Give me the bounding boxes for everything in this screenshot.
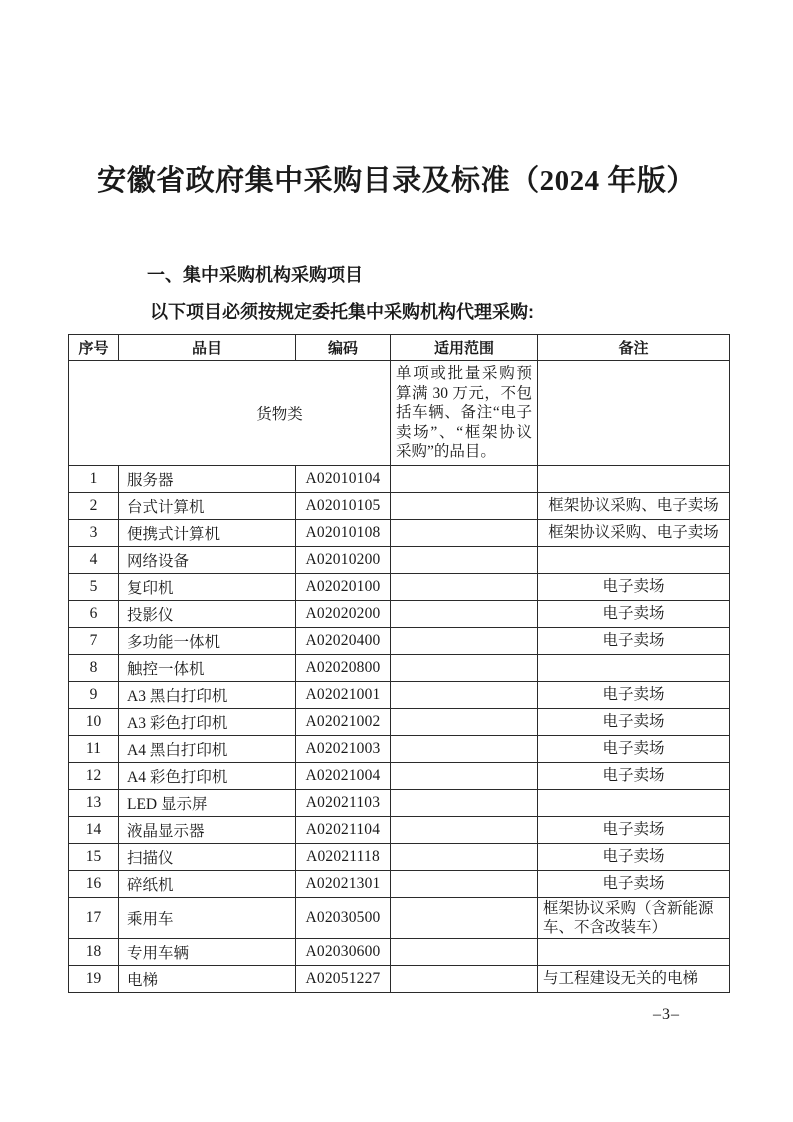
item-cell: 台式计算机 [119,492,296,519]
item-cell: A4 黑白打印机 [119,735,296,762]
item-cell: 扫描仪 [119,843,296,870]
code-cell: A02020400 [296,627,391,654]
serial-cell: 10 [69,708,119,735]
scope-cell [391,965,538,992]
table-row [69,789,730,816]
remark-cell: 电子卖场 [538,735,730,762]
item-cell: 网络设备 [119,546,296,573]
scope-cell [391,762,538,789]
code-cell: A02010105 [296,492,391,519]
table-row [69,546,730,573]
item-cell: A3 黑白打印机 [119,681,296,708]
remark-cell: 框架协议采购、电子卖场 [538,519,730,546]
serial-cell: 12 [69,762,119,789]
remark-cell: 框架协议采购（含新能源车、不含改装车） [538,897,730,938]
procurement-catalog-table [68,334,730,993]
serial-cell: 14 [69,816,119,843]
code-cell: A02021002 [296,708,391,735]
table-row [69,627,730,654]
column-header-serial: 序号 [69,335,119,361]
table-row [69,654,730,681]
item-cell: 碎纸机 [119,870,296,897]
remark-cell: 电子卖场 [538,708,730,735]
remark-cell [538,654,730,681]
item-cell: 服务器 [119,465,296,492]
scope-cell [391,465,538,492]
item-cell: 多功能一体机 [119,627,296,654]
table-row [69,897,730,938]
code-cell: A02030500 [296,897,391,938]
column-header-code: 编码 [296,335,391,361]
code-cell: A02021301 [296,870,391,897]
section-heading: 一、集中采购机构采购项目 [147,265,363,285]
scope-cell [391,938,538,965]
remark-cell: 电子卖场 [538,843,730,870]
remark-cell: 电子卖场 [538,816,730,843]
scope-cell [391,897,538,938]
serial-cell: 18 [69,938,119,965]
item-cell: 投影仪 [119,600,296,627]
column-header-scope: 适用范围 [391,335,538,361]
catalog-table-body [69,361,730,993]
remark-cell: 电子卖场 [538,681,730,708]
remark-cell [538,546,730,573]
scope-cell [391,600,538,627]
serial-cell: 11 [69,735,119,762]
remark-cell [538,465,730,492]
table-row [69,735,730,762]
serial-cell: 16 [69,870,119,897]
remark-cell: 电子卖场 [538,870,730,897]
column-header-item: 品目 [119,335,296,361]
table-row [69,965,730,992]
serial-cell: 8 [69,654,119,681]
scope-cell [391,789,538,816]
code-cell: A02021003 [296,735,391,762]
remark-cell: 与工程建设无关的电梯 [538,965,730,992]
item-cell: 便携式计算机 [119,519,296,546]
scope-cell [391,843,538,870]
scope-cell [391,816,538,843]
remark-cell: 框架协议采购、电子卖场 [538,492,730,519]
code-cell: A02021004 [296,762,391,789]
serial-cell: 7 [69,627,119,654]
serial-cell: 3 [69,519,119,546]
item-cell: 电梯 [119,965,296,992]
code-cell: A02010200 [296,546,391,573]
code-cell: A02020200 [296,600,391,627]
table-row [69,519,730,546]
table-row [69,573,730,600]
item-cell: LED 显示屏 [119,789,296,816]
code-cell: A02051227 [296,965,391,992]
remark-cell: 电子卖场 [538,627,730,654]
item-cell: 专用车辆 [119,938,296,965]
code-cell: A02021104 [296,816,391,843]
item-cell: A4 彩色打印机 [119,762,296,789]
serial-cell: 2 [69,492,119,519]
category-label: 货物类 [69,361,391,466]
table-header-row [69,335,730,361]
item-cell: 复印机 [119,573,296,600]
table-row [69,708,730,735]
scope-cell [391,681,538,708]
serial-cell: 5 [69,573,119,600]
category-remark [538,361,730,466]
intro-text: 以下项目必须按规定委托集中采购机构代理采购: [150,302,534,322]
scope-cell [391,573,538,600]
table-row [69,816,730,843]
serial-cell: 9 [69,681,119,708]
scope-cell [391,492,538,519]
item-cell: 乘用车 [119,897,296,938]
category-row [69,361,730,466]
remark-cell [538,789,730,816]
serial-cell: 1 [69,465,119,492]
scope-cell [391,546,538,573]
serial-cell: 17 [69,897,119,938]
page-number: –3– [653,1006,680,1023]
item-cell: 液晶显示器 [119,816,296,843]
table-row [69,762,730,789]
scope-cell [391,627,538,654]
code-cell: A02021103 [296,789,391,816]
scope-cell [391,708,538,735]
serial-cell: 19 [69,965,119,992]
code-cell: A02010108 [296,519,391,546]
item-cell: A3 彩色打印机 [119,708,296,735]
scope-cell [391,654,538,681]
table-row [69,465,730,492]
table-row [69,681,730,708]
code-cell: A02030600 [296,938,391,965]
table-row [69,492,730,519]
serial-cell: 4 [69,546,119,573]
scope-cell [391,870,538,897]
code-cell: A02010104 [296,465,391,492]
remark-cell: 电子卖场 [538,573,730,600]
table-row [69,938,730,965]
remark-cell: 电子卖场 [538,600,730,627]
table-row [69,600,730,627]
table-row [69,843,730,870]
code-cell: A02021118 [296,843,391,870]
code-cell: A02021001 [296,681,391,708]
scope-cell [391,735,538,762]
item-cell: 触控一体机 [119,654,296,681]
category-scope: 单项或批量采购预算满 30 万元，不包括车辆、备注“电子卖场”、“框架协议采购”的品目。 [391,361,538,466]
column-header-remark: 备注 [538,335,730,361]
document-title: 安徽省政府集中采购目录及标准（2024 年版） [97,165,696,197]
remark-cell [538,938,730,965]
remark-cell: 电子卖场 [538,762,730,789]
scope-cell [391,519,538,546]
table-row [69,870,730,897]
serial-cell: 15 [69,843,119,870]
serial-cell: 13 [69,789,119,816]
code-cell: A02020100 [296,573,391,600]
code-cell: A02020800 [296,654,391,681]
serial-cell: 6 [69,600,119,627]
